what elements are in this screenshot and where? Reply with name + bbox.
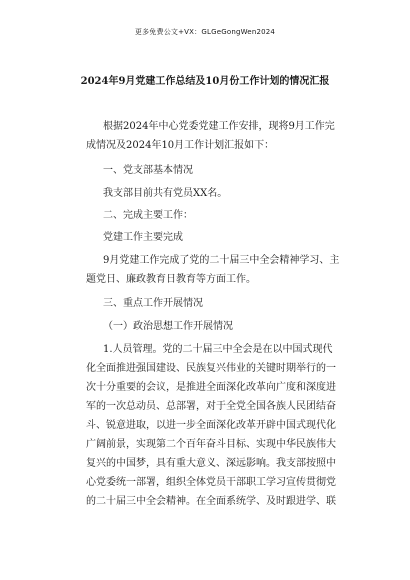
body-line: 我支部目前共有党员XX名。 [103,188,228,199]
body-line: 化全面推进强国建设、民族复兴伟业的关键时期举行的一 [86,363,336,374]
section-heading: 一、党支部基本情况 [103,165,193,176]
body-line: 军的一次总动员、总部署，对于全党全国各族人民团结奋 [86,401,336,412]
body-line: 斗、锐意进取，以进一步全面深化改革开辟中国式现代化 [86,420,336,431]
section-heading: 二、完成主要工作： [103,210,193,221]
body-line: 党建工作主要完成 [103,232,183,243]
document-title: 2024年9月党建工作总结及10月份工作计划的情况汇报 [80,76,330,87]
body-line: 复兴的中国梦，具有重大意义、深远影响。我支部按照中 [86,458,336,469]
body-line: 题党日、廉政教育日教育等方面工作。 [86,274,256,285]
body-line: 成情况及2024年10月工作计划汇报如下： [86,140,275,151]
body-line: 广阔前景，实现第二个百年奋斗目标、实现中华民族伟大 [86,439,336,450]
subsection-heading: （一）政治思想工作开展情况 [103,321,233,332]
section-heading: 三、重点工作开展情况 [103,298,203,309]
body-line: 1.人员管理。党的二十届三中全会是在以中国式现代 [103,344,333,355]
body-line: 根据2024年中心党委党建工作安排，现将9月工作完 [103,121,335,132]
promo-header: 更多免费公文+VX：GLGeGongWen2024 [134,28,276,36]
body-line: 9月党建工作完成了党的二十届三中全会精神学习、主 [103,255,340,266]
body-line: 次十分重要的会议，是推进全面深化改革向广度和深度进 [86,382,336,393]
body-line: 的二十届三中全会精神。在全面系统学、及时跟进学、联 [86,496,336,507]
body-line: 心党委统一部署，组织全体党员干部职工学习宣传贯彻党 [86,477,336,488]
